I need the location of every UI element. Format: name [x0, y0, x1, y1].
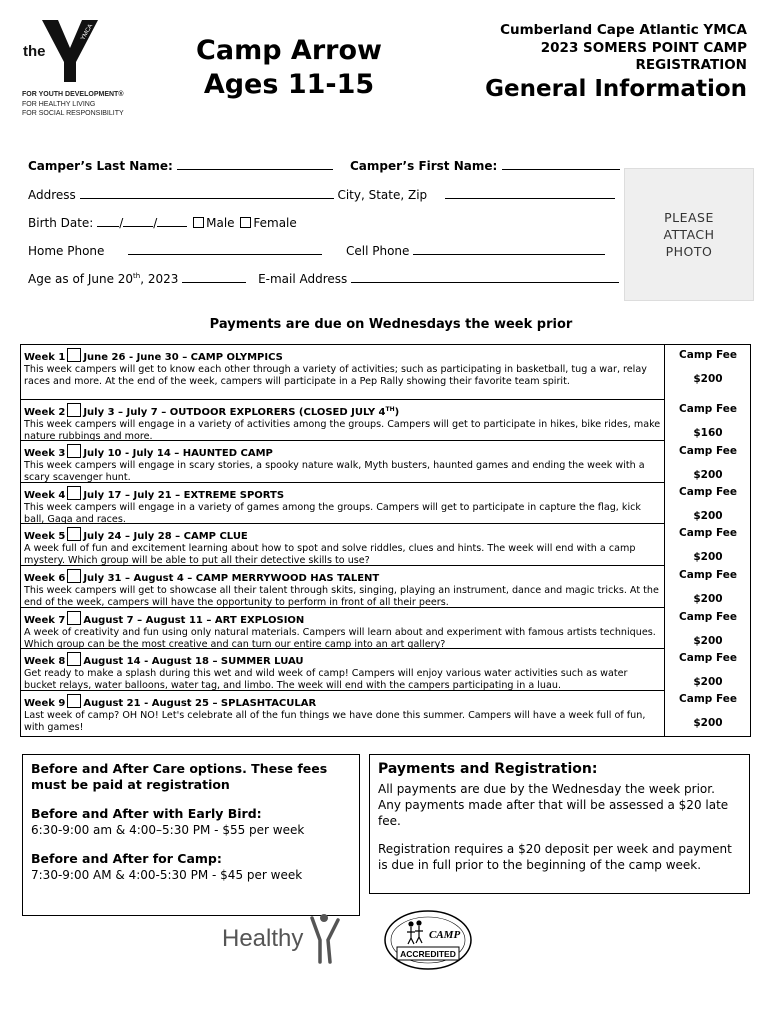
- camp-care-text: 7:30-9:00 AM & 4:00-5:30 PM - $45 per week: [31, 868, 303, 882]
- week-checkbox[interactable]: [67, 348, 81, 362]
- logo-tagline-1: FOR YOUTH DEVELOPMENT®: [22, 91, 124, 98]
- fee-amount: $200: [693, 717, 723, 729]
- fee-label: Camp Fee: [679, 445, 737, 457]
- week-title-sup: TH: [385, 405, 395, 413]
- week-checkbox[interactable]: [67, 527, 81, 541]
- fee-label: Camp Fee: [679, 349, 737, 361]
- registration-para-2: Registration requires a $20 deposit per week and payment is due in full prior to the beginning of the camp week.: [378, 842, 732, 872]
- week-label: Week 1: [24, 352, 66, 363]
- payments-heading: Payments are due on Wednesdays the week prior: [209, 317, 573, 332]
- fee-amount: $200: [693, 469, 723, 481]
- camp-title: Camp Arrow: [196, 35, 382, 66]
- home-phone-label: Home Phone: [28, 244, 105, 258]
- fee-amount: $200: [693, 551, 723, 563]
- fee-label: Camp Fee: [679, 486, 737, 498]
- week-title: August 21 - August 25 – SPLASHTACULAR: [83, 698, 317, 709]
- care-options-box: [22, 754, 360, 916]
- week-title: July 31 – August 4 – CAMP MERRYWOOD HAS TALENT: [83, 573, 380, 584]
- week-desc: This week campers will engage in scary stories, a spooky nature walk, Myth busters, haunted games and ending the week with a scary scavenger hunt.: [24, 460, 645, 483]
- camp-ages: Ages 11-15: [203, 69, 375, 100]
- week-label: Week 6: [24, 573, 66, 584]
- birth-year-field[interactable]: [157, 214, 187, 227]
- week-label: Week 2: [24, 407, 66, 418]
- ymca-logo: [22, 18, 152, 128]
- first-name-field[interactable]: [502, 157, 620, 170]
- week-label: Week 9: [24, 698, 66, 709]
- birth-month-field[interactable]: [97, 214, 119, 227]
- week-checkbox[interactable]: [67, 652, 81, 666]
- week-desc: Last week of camp? OH NO! Let's celebrate all of the fun things we have done this summer. Campers will have a week full of fun, with games!: [24, 710, 646, 733]
- female-checkbox[interactable]: [240, 217, 251, 228]
- registration-box: [369, 754, 750, 894]
- email-label: E-mail Address: [258, 272, 348, 286]
- first-name-row: [350, 157, 620, 173]
- week-desc: This week campers will get to know each other through a variety of activities; such as participating in basketball, tug a war, relay races and more. At the end of the week, campers will participate in a Pep Rally showing their favorite team spirit.: [24, 364, 647, 387]
- healthy-text: Healthy: [222, 925, 304, 952]
- age-row: [28, 270, 619, 286]
- fee-label: Camp Fee: [679, 527, 737, 539]
- address-label: Address: [28, 188, 76, 202]
- week-title: August 7 – August 11 – ART EXPLOSION: [83, 615, 305, 626]
- week-row-8: [21, 649, 665, 691]
- week-desc: A week full of fun and excitement learning about how to spot and solve riddles, clues and hints. The week will end with a camp mystery. Which group will be able to put all their detective skills to use?: [24, 543, 636, 566]
- week-desc: This week campers will get to showcase all their talent through skits, singing, playing an instrument, dance and magic tricks. At the end of the week, campers will have the opportunity to perform in front of all their peers.: [24, 585, 659, 608]
- photo-line-1: PLEASE: [664, 210, 714, 225]
- week-checkbox[interactable]: [67, 486, 81, 500]
- city-label: City, State, Zip: [337, 188, 428, 202]
- fee-amount: $200: [693, 510, 723, 522]
- fee-amount: $200: [693, 373, 723, 385]
- city-field[interactable]: [445, 186, 615, 199]
- logo-vertical-text: YMCA: [80, 23, 95, 42]
- home-phone-field[interactable]: [128, 242, 322, 255]
- healthy-figure-icon: [312, 914, 338, 962]
- birth-row: Birth Date: / / Male Female: [28, 216, 297, 230]
- week-checkbox[interactable]: [67, 611, 81, 625]
- birth-day-field[interactable]: [123, 214, 153, 227]
- age-field[interactable]: [182, 270, 246, 283]
- week-row-6: [21, 566, 665, 608]
- week-row-3: [21, 441, 665, 483]
- fee-label: Camp Fee: [679, 693, 737, 705]
- fee-amount: $200: [693, 635, 723, 647]
- week-row-5: [21, 524, 665, 566]
- home-phone-row: [28, 242, 322, 258]
- photo-line-3: PHOTO: [665, 244, 713, 259]
- email-field[interactable]: [351, 270, 619, 283]
- aca-accredited-logo: [383, 910, 473, 972]
- age-label-sup: th: [133, 272, 141, 280]
- address-field[interactable]: [80, 186, 334, 199]
- org-line-2: 2023 SOMERS POINT CAMP: [540, 39, 747, 56]
- last-name-field[interactable]: [177, 157, 333, 170]
- org-line-1: Cumberland Cape Atlantic YMCA: [500, 22, 747, 38]
- week-desc: A week of creativity and fun using only natural materials. Campers will learn about and experiment with famous artists techniques. Which group can be the most creative and can turn our entire camp into an art gallery?: [24, 627, 656, 649]
- accredited-camp-text: CAMP: [429, 929, 461, 941]
- first-name-label: Camper’s First Name:: [350, 159, 498, 173]
- week-label: Week 4: [24, 490, 66, 501]
- week-title: August 14 - August 18 – SUMMER LUAU: [83, 656, 304, 667]
- cell-phone-field[interactable]: [413, 242, 605, 255]
- week-title: June 26 - June 30 – CAMP OLYMPICS: [83, 352, 283, 363]
- week-title-end: ): [394, 407, 400, 418]
- week-checkbox[interactable]: [67, 444, 81, 458]
- week-checkbox[interactable]: [67, 694, 81, 708]
- logo-tagline-3: FOR SOCIAL RESPONSIBILITY: [22, 110, 124, 117]
- photo-line-2: ATTACH: [663, 227, 715, 242]
- male-label: Male: [206, 216, 235, 230]
- section-title: General Information: [485, 76, 747, 102]
- week-desc: This week campers will engage in a variety of activities among the groups. Campers will get to participate in hikes, bike rides, make nature rubbings and more.: [24, 419, 661, 441]
- week-label: Week 5: [24, 531, 66, 542]
- camp-title-block: [180, 34, 398, 102]
- week-checkbox[interactable]: [67, 403, 81, 417]
- photo-placeholder[interactable]: [624, 168, 754, 301]
- week-row-9: [21, 691, 665, 736]
- ymca-y-icon: [22, 18, 104, 84]
- logo-wordmark: the: [23, 43, 46, 60]
- weeks-table: [20, 344, 751, 737]
- week-label: Week 8: [24, 656, 66, 667]
- registration-para-1: All payments are due by the Wednesday the week prior. Any payments made after that will be assessed a $20 late fee.: [378, 782, 729, 828]
- age-label-pre: Age as of June 20: [28, 272, 134, 286]
- cell-phone-row: [346, 242, 605, 258]
- fee-label: Camp Fee: [679, 403, 737, 415]
- org-line-3: REGISTRATION: [635, 57, 747, 73]
- fee-amount: $200: [693, 676, 723, 688]
- week-row-1: [21, 345, 665, 400]
- logo-tagline-2: FOR HEALTHY LIVING: [22, 100, 96, 108]
- fee-label: Camp Fee: [679, 611, 737, 623]
- week-row-4: [21, 483, 665, 524]
- registration-heading: Payments and Registration:: [378, 761, 598, 777]
- fee-label: Camp Fee: [679, 652, 737, 664]
- healthy-u-logo: [220, 910, 350, 970]
- week-desc: Get ready to make a splash during this wet and wild week of camp! Campers will enjoy various water activities such as water bucket relays, water balloons, water tag, and limbo. The week will end with the campers participating in a luau.: [24, 668, 628, 691]
- week-label: Week 7: [24, 615, 66, 626]
- org-header: [455, 22, 747, 75]
- week-desc: This week campers will engage in a variety of games among the groups. Campers will get to participate in capture the flag, kick ball, Gaga and races.: [24, 502, 641, 524]
- week-title: July 17 – July 21 – EXTREME SPORTS: [83, 490, 285, 501]
- female-label: Female: [253, 216, 297, 230]
- early-bird-title: Before and After with Early Bird:: [31, 806, 262, 821]
- fee-amount: $160: [693, 427, 723, 439]
- week-checkbox[interactable]: [67, 569, 81, 583]
- last-name-row: [28, 157, 333, 173]
- week-title: July 3 – July 7 – OUTDOOR EXPLORERS (CLOSED JULY 4: [83, 407, 386, 418]
- week-title: July 10 - July 14 – HAUNTED CAMP: [83, 448, 273, 459]
- birth-label: Birth Date:: [28, 216, 94, 230]
- last-name-label: Camper’s Last Name:: [28, 159, 173, 173]
- camp-care-title: Before and After for Camp:: [31, 851, 222, 866]
- accredited-label: ACCREDITED: [400, 949, 456, 959]
- early-bird-text: 6:30-9:00 am & 4:00–5:30 PM - $55 per week: [31, 823, 305, 837]
- week-label: Week 3: [24, 448, 66, 459]
- fee-amount: $200: [693, 593, 723, 605]
- week-row-7: [21, 608, 665, 649]
- male-checkbox[interactable]: [193, 217, 204, 228]
- care-heading: Before and After Care options. These fees must be paid at registration: [31, 761, 328, 792]
- week-title: July 24 – July 28 – CAMP CLUE: [83, 531, 248, 542]
- age-label-post: , 2023: [140, 272, 179, 286]
- week-row-2: [21, 400, 665, 441]
- fee-label: Camp Fee: [679, 569, 737, 581]
- cell-phone-label: Cell Phone: [346, 244, 410, 258]
- address-row: [28, 186, 615, 202]
